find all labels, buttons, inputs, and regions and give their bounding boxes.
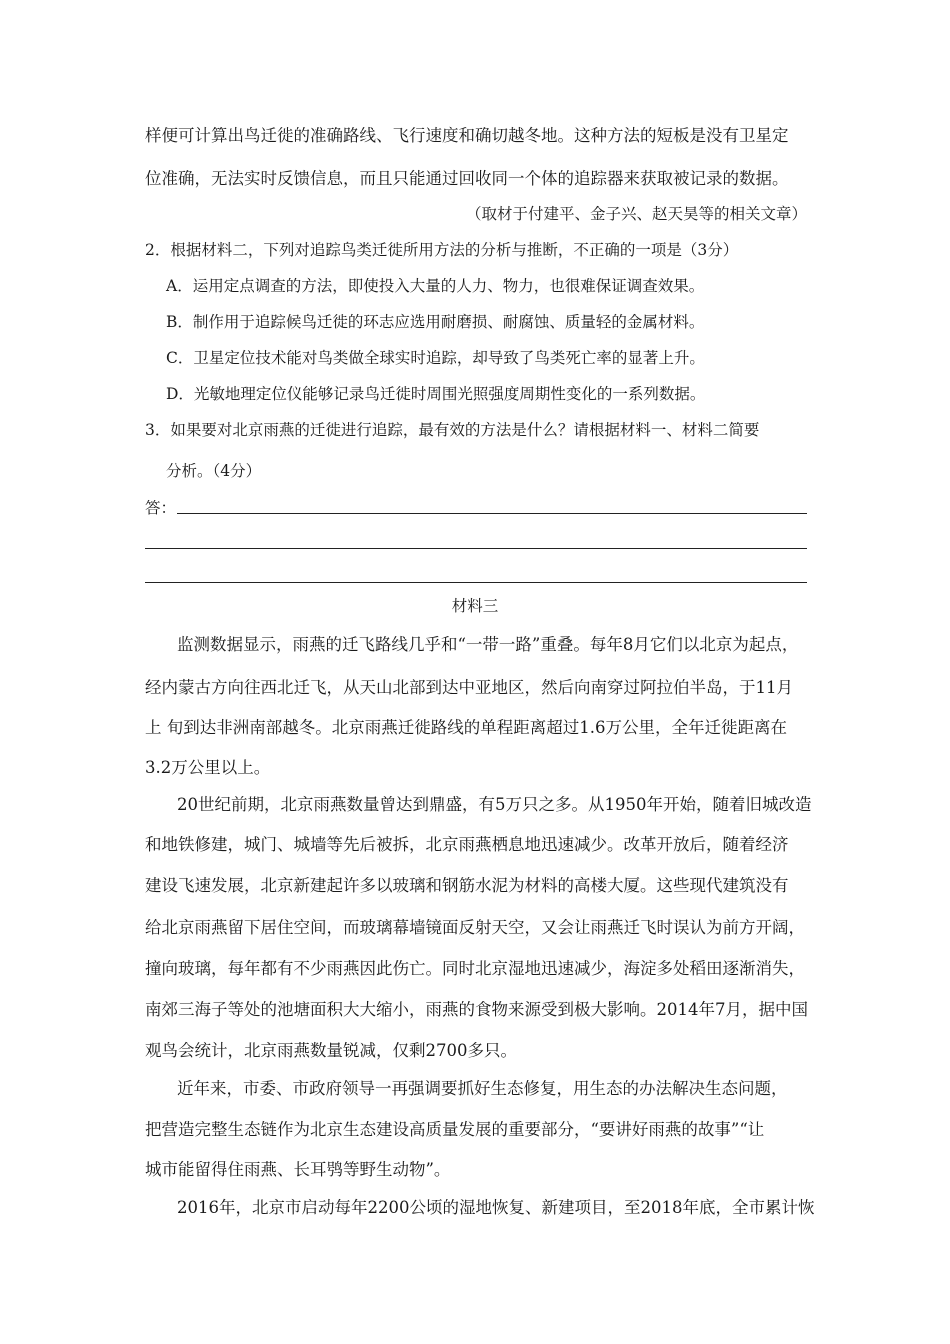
material3-line-2: 经内蒙古方向往西北迁飞，从天山北部到达中亚地区，然后向南穿过阿拉伯半岛，于11月 (145, 678, 793, 697)
material3-line-12: 近年来，市委、市政府领导一再强调要抓好生态修复，用生态的办法解决生态问题， (177, 1079, 788, 1098)
material3-line-10: 南郊三海子等处的池塘面积大大缩小，雨燕的食物来源受到极大影响。2014年7月，据中国 (145, 1000, 808, 1019)
material3-line-11: 观鸟会统计，北京雨燕数量锐减，仅剩2700多只。 (145, 1041, 517, 1060)
material3-line-13: 把营造完整生态链作为北京生态建设高质量发展的重要部分，“要讲好雨燕的故事”“让 (145, 1120, 765, 1139)
question-2-option-a: A．运用定点调查的方法，即使投入大量的人力、物力，也很难保证调查效果。 (166, 277, 705, 295)
answer-line-1[interactable] (177, 513, 807, 514)
question-2-option-b: B．制作用于追踪候鸟迁徙的环志应选用耐磨损、耐腐蚀、质量轻的金属材料。 (166, 313, 705, 331)
material3-line-14: 城市能留得住雨燕、长耳鸮等野生动物”。 (145, 1160, 451, 1179)
material2-line-2: 位准确，无法实时反馈信息，而且只能通过回收同一个体的追踪器来获取被记录的数据。 (145, 169, 789, 188)
answer-line-2[interactable] (145, 548, 807, 549)
material3-line-3: 上 旬到达非洲南部越冬。北京雨燕迁徙路线的单程距离超过1.6万公里，全年迁徙距离在 (145, 718, 787, 737)
material3-line-6: 和地铁修建，城门、城墙等先后被拆，北京雨燕栖息地迅速减少。改革开放后，随着经济 (145, 835, 789, 854)
material2-line-1: 样便可计算出鸟迁徙的准确路线、飞行速度和确切越冬地。这种方法的短板是没有卫星定 (145, 126, 789, 145)
material3-line-4: 3.2万公里以上。 (145, 758, 271, 777)
material3-line-7: 建设飞速发展，北京新建起许多以玻璃和钢筋水泥为材料的高楼大厦。这些现代建筑没有 (145, 876, 789, 895)
material3-line-9: 撞向玻璃，每年都有不少雨燕因此伤亡。同时北京湿地迅速减少，海淀多处稻田逐渐消失， (145, 959, 805, 978)
source-citation: （取材于付建平、金子兴、赵天昊等的相关文章） (465, 205, 807, 223)
answer-line-3[interactable] (145, 582, 807, 583)
question-2-option-c: C．卫星定位技术能对鸟类做全球实时追踪，却导致了鸟类死亡率的显著上升。 (166, 349, 705, 367)
material3-line-5: 20世纪前期，北京雨燕数量曾达到鼎盛，有5万只之多。从1950年开始，随着旧城改造 (177, 795, 812, 814)
material3-line-8: 给北京雨燕留下居住空间，而玻璃幕墙镜面反射天空，又会让雨燕迁飞时误认为前方开阔， (145, 918, 805, 937)
question-2-option-d: D．光敏地理定位仪能够记录鸟迁徙时周围光照强度周期性变化的一系列数据。 (166, 385, 706, 403)
material3-line-15: 2016年，北京市启动每年2200公顷的湿地恢复、新建项目，至2018年底，全市累计恢 (177, 1198, 815, 1217)
material3-title: 材料三 (451, 597, 499, 615)
question-2-stem: 2．根据材料二，下列对追踪鸟类迁徙所用方法的分析与推断，不正确的一项是（3分） (145, 241, 739, 259)
material3-line-1: 监测数据显示，雨燕的迁飞路线几乎和“一带一路”重叠。每年8月它们以北京为起点， (177, 635, 799, 654)
question-3-stem-line-1: 3．如果要对北京雨燕的迁徙进行追踪，最有效的方法是什么？请根据材料一、材料二简要 (145, 421, 760, 439)
answer-label: 答： (145, 499, 177, 517)
question-3-stem-line-2: 分析。（4分） (166, 462, 262, 480)
